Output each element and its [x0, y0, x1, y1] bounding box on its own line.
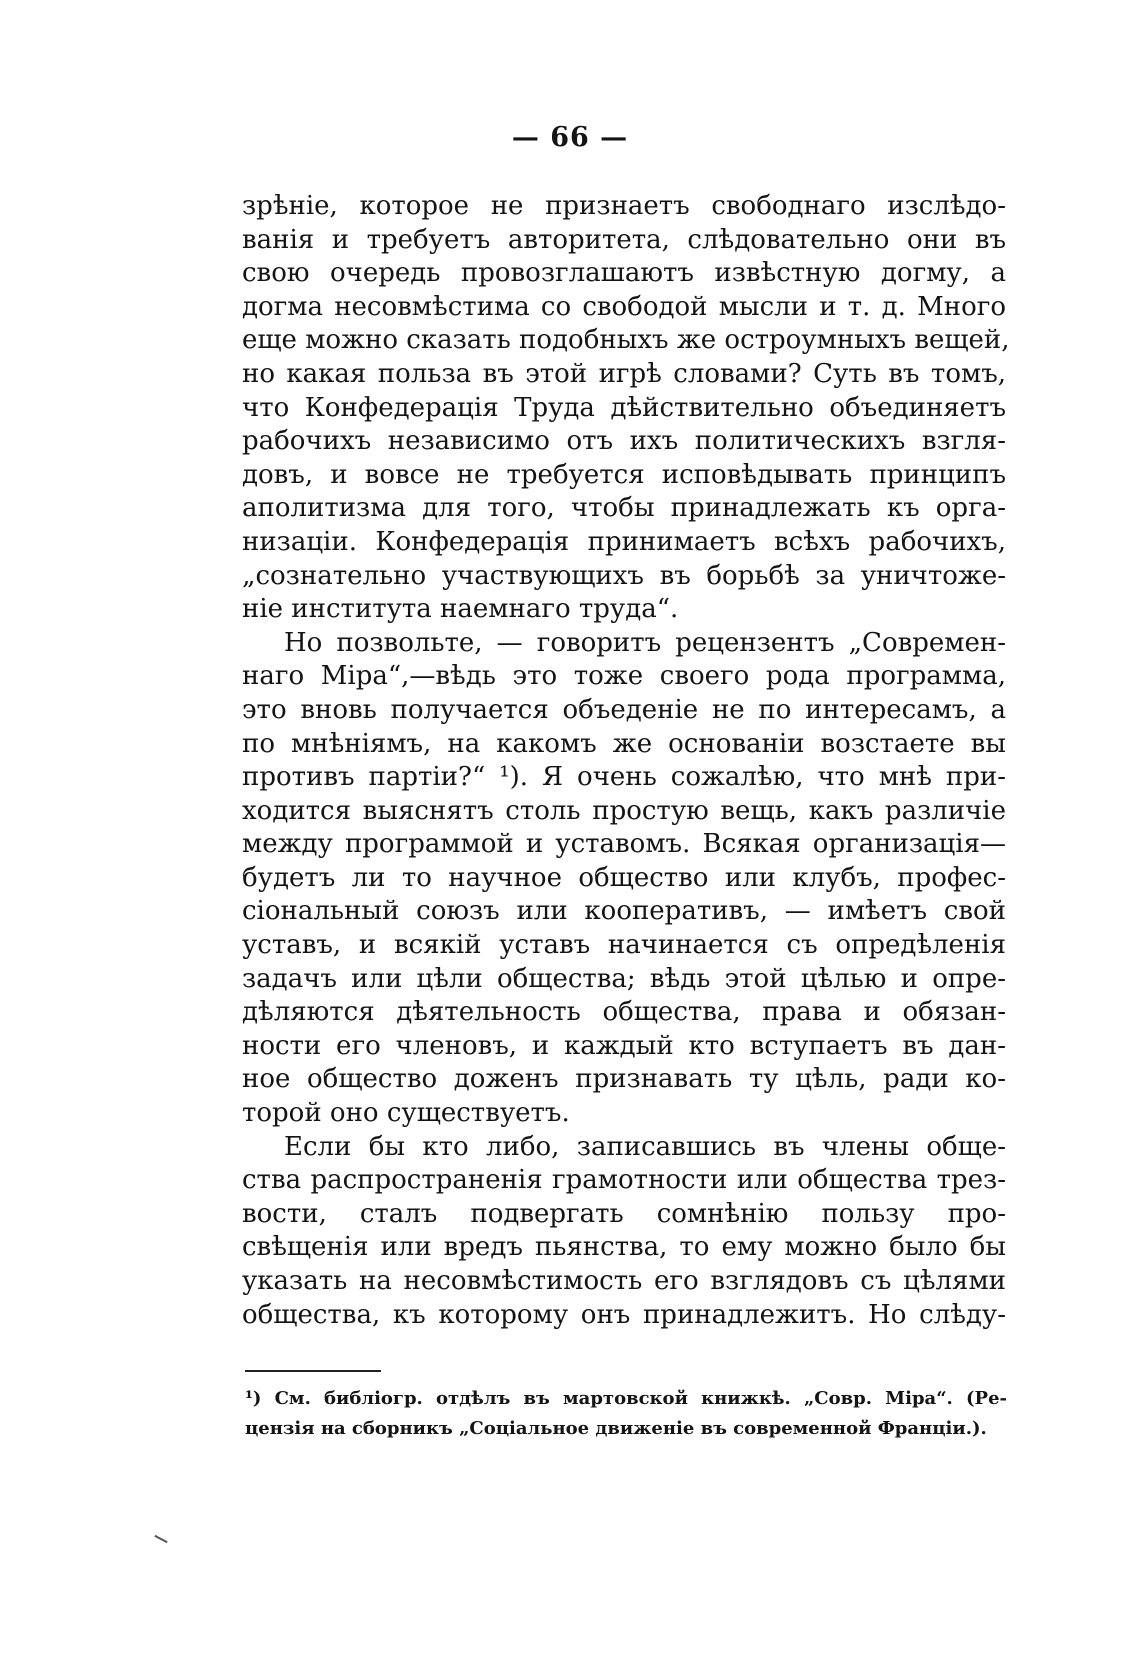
text-line: торой оно существуетъ.: [242, 1098, 570, 1129]
text-line: рабочихъ независимо отъ ихъ политическихъ взгля-: [242, 426, 1006, 457]
text-line: но какая польза въ этой игрѣ словами? Суть въ томъ,: [242, 358, 1006, 389]
scan-speck: [154, 1535, 167, 1543]
text-line: Но позвольте, — говоритъ рецензентъ „Современ-: [284, 627, 1006, 658]
text-line: вости, сталъ подвергать сомнѣнію пользу про-: [242, 1198, 1006, 1229]
text-line: уставъ, и всякій уставъ начинается съ опредѣленія: [242, 930, 1006, 961]
text-line: догма несовмѣстима со свободой мысли и т. д. Много: [242, 291, 1006, 322]
footnote-line: ¹) См. библіогр. отдѣлъ въ мартовской книжкѣ. „Совр. Міра“. (Ре-: [245, 1388, 1007, 1409]
text-line: Если бы кто либо, записавшись въ члены обще-: [284, 1131, 1006, 1162]
footnote: [245, 1384, 1007, 1444]
text-line: аполитизма для того, чтобы принадлежать къ орга-: [242, 493, 1006, 524]
text-line: общества, къ которому онъ принадлежитъ. Но слѣду-: [242, 1299, 1006, 1330]
text-line: дѣляются дѣятельность общества, права и обязан-: [242, 997, 1006, 1028]
text-line: низаціи. Конфедерація принимаетъ всѣхъ рабочихъ,: [242, 526, 1006, 557]
text-line: указать на несовмѣстимость его взглядовъ съ цѣлями: [242, 1266, 1006, 1296]
text-line: наго Міра“,—вѣдь это тоже своего рода программа,: [242, 661, 1006, 692]
text-line: ности его членовъ, и каждый кто вступаетъ въ дан-: [242, 1030, 1006, 1061]
text-line: зрѣніе, которое не признаетъ свободнаго изслѣдо-: [242, 191, 1006, 221]
text-line: ства распространенія грамотности или общества трез-: [242, 1165, 1006, 1196]
text-line: свою очередь провозглашаютъ извѣстную догму, а: [242, 258, 1006, 289]
text-line: это вновь получается объеденіе не по интересамъ, а: [242, 694, 1006, 725]
text-line: ванія и требуетъ авторитета, слѣдовательно они въ: [242, 224, 1006, 255]
footnote-divider: [245, 1370, 381, 1372]
text-line: что Конфедерація Труда дѣйствительно объединяетъ: [242, 392, 1006, 423]
page-number: — 66 —: [511, 122, 629, 153]
text-line: ніе института наемнаго труда“.: [242, 594, 679, 625]
text-line: по мнѣніямъ, на какомъ же основаніи возстаете вы: [242, 728, 1006, 759]
text-line: довъ, и вовсе не требуется исповѣдывать принципъ: [242, 459, 1006, 490]
text-line: ходится выяснятъ столь простую вещь, какъ различіе: [242, 795, 1006, 826]
text-line: сіональный союзъ или кооперативъ, — имѣетъ свой: [242, 896, 1006, 927]
text-line: противъ партіи?“ ¹). Я очень сожалѣю, что мнѣ при-: [242, 762, 1006, 793]
text-line: будетъ ли то научное общество или клубъ, профес-: [242, 862, 1006, 893]
body-text: [242, 190, 1010, 1332]
text-line: между программой и уставомъ. Всякая организація—: [242, 829, 1006, 860]
text-line: ное общество доженъ признавать ту цѣль, ради ко-: [242, 1064, 1006, 1095]
text-line: „сознательно участвующихъ въ борьбѣ за уничтоже-: [242, 560, 1006, 591]
text-line: задачъ или цѣли общества; вѣдь этой цѣлью и опре-: [242, 963, 1006, 994]
text-line: свѣщенія или вредъ пьянства, то ему можно было бы: [242, 1232, 1006, 1263]
footnote-line: цензія на сборникъ „Соціальное движеніе въ современной Франціи.).: [245, 1418, 987, 1439]
text-line: еще можно сказать подобныхъ же остроумныхъ вещей,: [242, 325, 1010, 356]
